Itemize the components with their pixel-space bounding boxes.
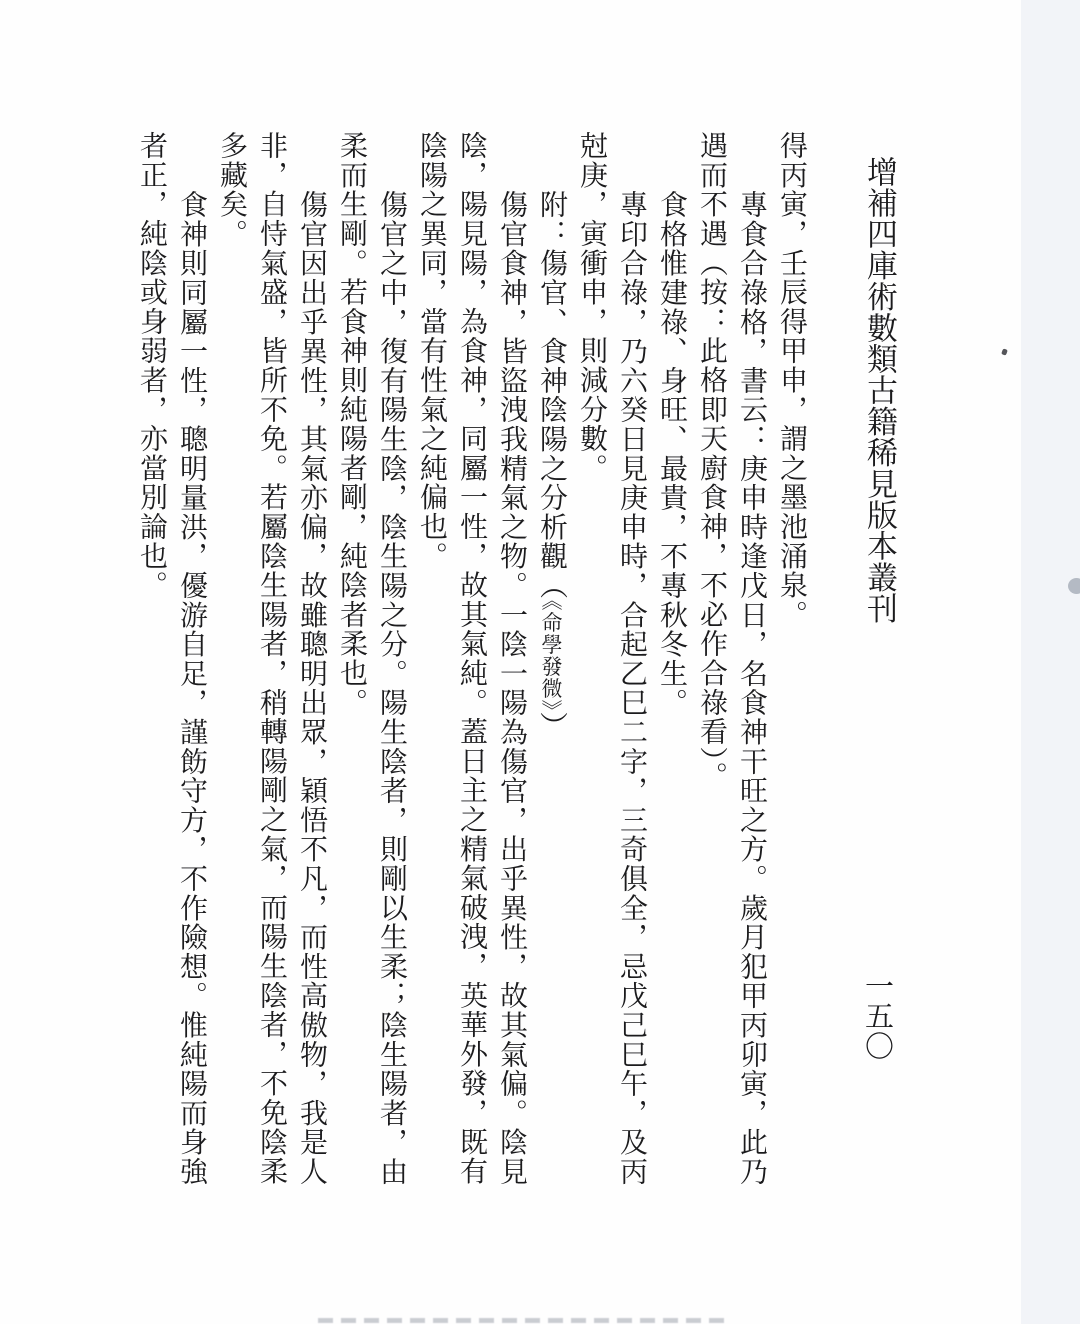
ink-speck-artifact (1001, 348, 1008, 355)
text-column-3: 遇而不遇（按：此格即天廚食神，不必作合祿看）。 (696, 131, 727, 791)
scan-dot-artifact (1068, 578, 1080, 594)
text-column-8: 傷官食神，皆盜洩我精氣之物。一陰一陽為傷官，出乎異性，故其氣偏。陰見 (496, 189, 527, 1186)
text-column-7: 附：傷官、食神陰陽之分析觀（《命學發微》） (536, 189, 567, 741)
series-title: 增補四庫術數類古籍稀見版本叢刊 (862, 156, 897, 624)
text-column-15: 多藏矣。 (216, 131, 247, 249)
text-column-10: 陰陽之異同，當有性氣之純偏也。 (416, 131, 447, 571)
text-column-2: 專食合祿格，書云：庚申時逢戊日，名食神干旺之方。歲月犯甲丙卯寅，此乃 (736, 189, 767, 1186)
text-column-14: 非，自恃氣盛，皆所不免。若屬陰生陽者，稍轉陽剛之氣，而陽生陰者，不免陰柔 (256, 131, 287, 1186)
text-column-16: 食神則同屬一性，聰明量洪，優游自足，謹飭守方，不作險想。惟純陽而身強 (176, 189, 207, 1186)
text-column-1: 得丙寅，壬辰得甲申，謂之墨池涌泉。 (776, 131, 807, 630)
text-column-12: 柔而生剛。若食神則純陽者剛，純陰者柔也。 (336, 131, 367, 717)
text-column-6: 尅庚，寅衝申，則減分數。 (576, 131, 607, 483)
text-column-13: 傷官因出乎異性，其氣亦偏，故雖聰明出眾，穎悟不凡，而性高傲物，我是人 (296, 189, 327, 1186)
text-column-17: 者正，純陰或身弱者，亦當別論也。 (136, 131, 167, 600)
page-number: 一五〇 (861, 971, 893, 1061)
text-column-5: 專印合祿，乃六癸日見庚申時，合起乙巳二字，三奇俱全，忌戊己巳午，及丙 (616, 189, 647, 1186)
text-column-4: 食格惟建祿、身旺、最貴，不專秋冬生。 (656, 189, 687, 717)
inline-citation: 《命學發微》 (539, 599, 563, 711)
cropped-caption-artifact (318, 1318, 726, 1323)
scan-edge-strip (1021, 0, 1080, 1324)
text-column-11: 傷官之中，復有陽生陰，陰生陽之分。陽生陰者，則剛以生柔；陰生陽者，由 (376, 189, 407, 1186)
text-column-9: 陰，陽見陽，為食神，同屬一性，故其氣純。蓋日主之精氣破洩，英華外發，既有 (456, 131, 487, 1186)
